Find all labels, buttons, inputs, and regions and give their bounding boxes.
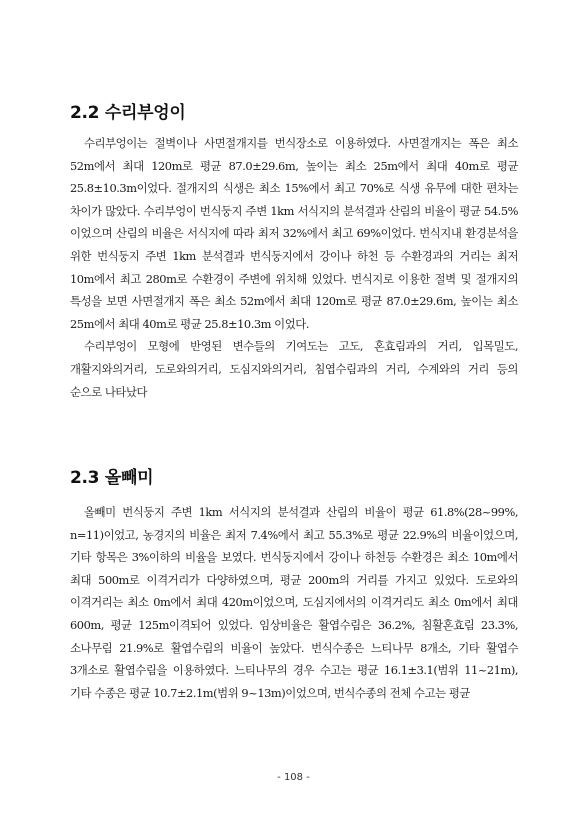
section-eagle-owl xyxy=(70,98,518,403)
section-heading: 2.2 수리부엉이 xyxy=(70,103,186,123)
body-paragraph: 올빼미 번식둥지 주변 1km 서식지의 분석결과 산림의 비율이 평균 61.8%(28~99%, n=11)이었고, 농경지의 비율은 최저 7.4%에서 최고 55.3%로 평균 22.9%의 비율이었으며, 기타 항목은 3%이하의 비율을 보였다. 번식둥지에서 강이나 하천등 수환경은 최소 10m에서 최대 500m로 이격거리가 다양하였으며, 평균 200m의 거리를 가지고 있었다. 도로와의 이격거리는 최소 0m에서 최대 420m이었으며, 도심지에서의 이격거리도 최소 0m에서 최대 600m, 평균 125m이격되어 있었다. 임상비율은 활엽수림은 36.2%, 침활혼효림 23.3%, 소나무림 21.9%로 활엽수림의 비율이 높았다. 번식수종은 느티나무 8개소, 기타 활엽수 3개소로 활엽수림을 이용하였다. 느티나무의 경우 수고는 평균 16.1±3.1(범위 11~21m), 기타 수종은 평균 10.7±2.1m(범위 9~13m)이었으며, 번식수종의 전체 수고는 평균 xyxy=(70,505,518,700)
body-paragraph: 수리부엉이 모형에 반영된 변수들의 기여도는 고도, 혼효림과의 거리, 입목밀도, 개활지와의거리, 도로와의거리, 도심지와의거리, 침엽수림과의 거리, 수계와의 거리 등의 순으로 나타났다 xyxy=(70,339,518,399)
body-paragraph: 수리부엉이는 절벽이나 사면절개지를 번식장소로 이용하였다. 사면절개지는 폭은 최소 52m에서 최대 120m로 평균 87.0±29.6m, 높이는 최소 25m에서 최대 40m로 평균 25.8±10.3m이었다. 절개지의 식생은 최소 15%에서 최고 70%로 식생 유무에 대한 편차는 차이가 많았다. 수리부엉이 번식둥지 주변 1km 서식지의 분석결과 산림의 비율이 평균 54.5%이었으며 산림의 비율은 서식지에 따라 최저 32%에서 최고 69%이었다. 번식지내 환경분석을 위한 번식둥지 주변 1km 분석결과 번식둥지에서 강이나 하천 등 수환경과의 거리는 최저 10m에서 최고 280m로 수환경이 주변에 위치해 있었다. 번식지로 이용한 절벽 및 절개지의 특성을 보면 사면절개지 폭은 최소 52m에서 최대 120m로 평균 87.0±29.6m, 높이는 최소 25m에서 최대 40m로 평균 25.8±10.3m 이었다. xyxy=(70,136,518,331)
section-heading: 2.3 올빼미 xyxy=(70,468,154,488)
page-number: - 108 - xyxy=(277,772,310,783)
section-tawny-owl xyxy=(70,463,518,704)
